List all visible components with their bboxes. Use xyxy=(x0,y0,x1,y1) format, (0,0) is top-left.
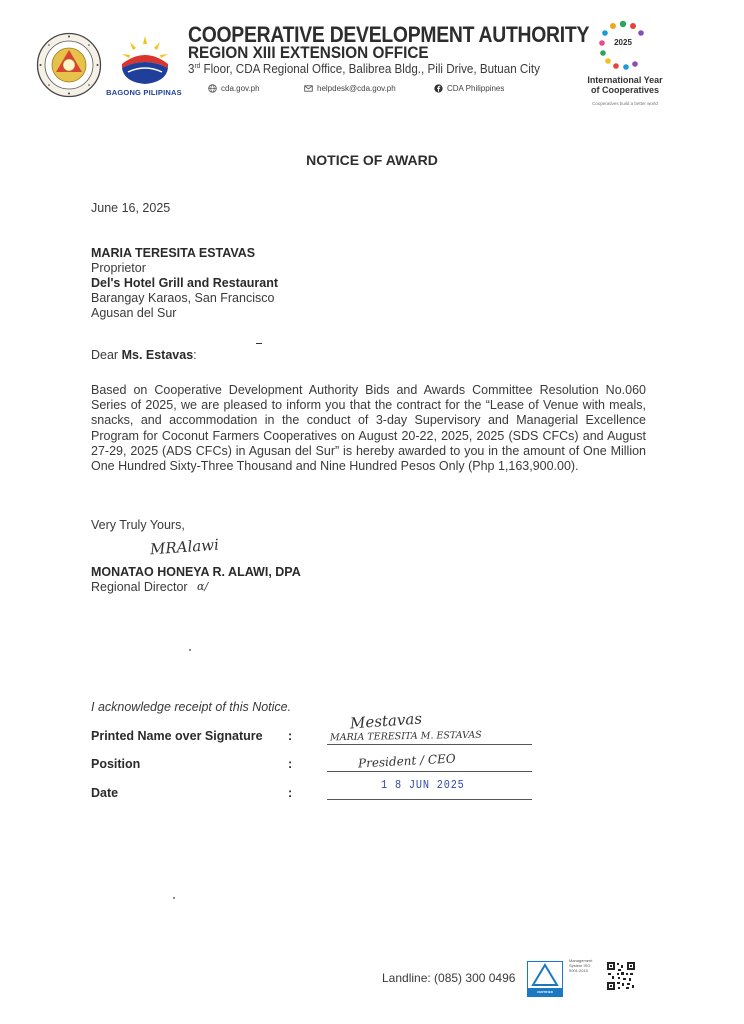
stray-dot-2 xyxy=(173,897,175,899)
document-title: NOTICE OF AWARD xyxy=(306,152,438,168)
printed-name-line xyxy=(327,744,532,745)
landline-number: Landline: (085) 300 0496 xyxy=(382,971,516,985)
management-system-label: Management System ISO 9001:2015 xyxy=(569,958,593,973)
facebook-text: CDA Philippines xyxy=(447,84,505,93)
tuv-certified-label: CERTIFIED xyxy=(537,990,553,994)
printed-name-label: Printed Name over Signature xyxy=(91,729,263,743)
salutation-name: Ms. Estavas xyxy=(121,348,194,362)
award-paragraph: Based on Cooperative Development Authority Bids and Awards Committee Resolution No.060 Series of 2025, we are pleased to inform you that the contract for the “Lease of Venue with meals, snacks, and accommodation in the conduct of 3-day Supervisory and Managerial Excellence Program for Coconut Farmers Cooperatives on August 20-22, 2025, 2025 (SDS CFCs) and August 27-29, 2025 (ADS CFCs) in Agusan del Sur” is hereby awarded to you in the amount of One Million One Hundred Sixty-Three Thousand and Nine Hundred Pesos Only (Php 1,163,900.00). xyxy=(91,383,646,474)
email-contact[interactable] xyxy=(304,84,396,93)
tuv-label: TÜVRheinland xyxy=(534,983,556,987)
signatory-initial: ɑ/ xyxy=(197,580,209,593)
bagong-pilipinas-label: BAGONG PILIPINAS xyxy=(106,88,182,97)
stray-mark xyxy=(256,343,262,344)
iyc-title xyxy=(570,75,680,95)
iyc-year: 2025 xyxy=(614,38,632,47)
stray-dot xyxy=(189,649,191,651)
recipient-signature: Mestavas xyxy=(349,709,423,733)
date-line xyxy=(327,799,532,800)
printed-name-value: MARIA TERESITA M. ESTAVAS xyxy=(329,729,482,744)
position-value: President / CEO xyxy=(357,751,457,771)
recipient-company: Del's Hotel Grill and Restaurant xyxy=(91,276,279,290)
acknowledgement-statement: I acknowledge receipt of this Notice. xyxy=(91,700,292,714)
salutation-prefix: Dear xyxy=(91,348,122,362)
facebook-contact[interactable] xyxy=(434,84,504,93)
signatory-position: Regional Director xyxy=(91,580,188,594)
salutation xyxy=(91,348,197,363)
closing: Very Truly Yours, xyxy=(91,518,185,532)
office-address xyxy=(188,62,540,76)
position-line xyxy=(327,771,532,772)
date-label: Date xyxy=(91,786,119,800)
received-date-stamp: 1 8 JUN 2025 xyxy=(381,778,465,792)
bagong-pilipinas-logo-icon xyxy=(116,34,174,86)
recipient-address-line-2: Agusan del Sur xyxy=(91,306,177,320)
website-contact[interactable] xyxy=(208,84,260,93)
regional-office-name: REGION XIII EXTENSION OFFICE xyxy=(188,43,429,62)
address-floor-number: 3 xyxy=(188,62,195,76)
recipient-address-line-1: Barangay Karaos, San Francisco xyxy=(91,291,275,305)
website-text: cda.gov.ph xyxy=(221,84,260,93)
cda-seal-icon xyxy=(36,32,102,98)
director-signature: MRAlawi xyxy=(149,535,220,559)
salutation-suffix: : xyxy=(193,348,197,362)
date-colon: : xyxy=(288,786,293,800)
email-icon xyxy=(304,84,313,93)
recipient-position: Proprietor xyxy=(91,261,146,275)
position-colon: : xyxy=(288,757,293,771)
address-floor-ordinal: rd xyxy=(194,62,201,70)
address-rest: Floor, CDA Regional Office, Balibrea Bldg., Pili Drive, Butuan City xyxy=(200,62,540,76)
signatory-name: MONATAO HONEYA R. ALAWI, DPA xyxy=(91,565,301,579)
iyc-tagline: Cooperatives build a better world xyxy=(592,101,658,106)
qr-code-icon xyxy=(606,961,636,991)
printed-name-colon: : xyxy=(288,729,293,743)
position-label: Position xyxy=(91,757,141,771)
letter-date: June 16, 2025 xyxy=(91,201,171,215)
facebook-icon xyxy=(434,84,443,93)
organization-name: COOPERATIVE DEVELOPMENT AUTHORITY xyxy=(188,22,590,47)
globe-icon xyxy=(208,84,217,93)
iyc-title-line-2: of Cooperatives xyxy=(590,85,659,95)
email-text: helpdesk@cda.gov.ph xyxy=(317,84,396,93)
iyc-title-line-1: International Year xyxy=(587,75,663,85)
recipient-name: MARIA TERESITA ESTAVAS xyxy=(91,246,256,260)
